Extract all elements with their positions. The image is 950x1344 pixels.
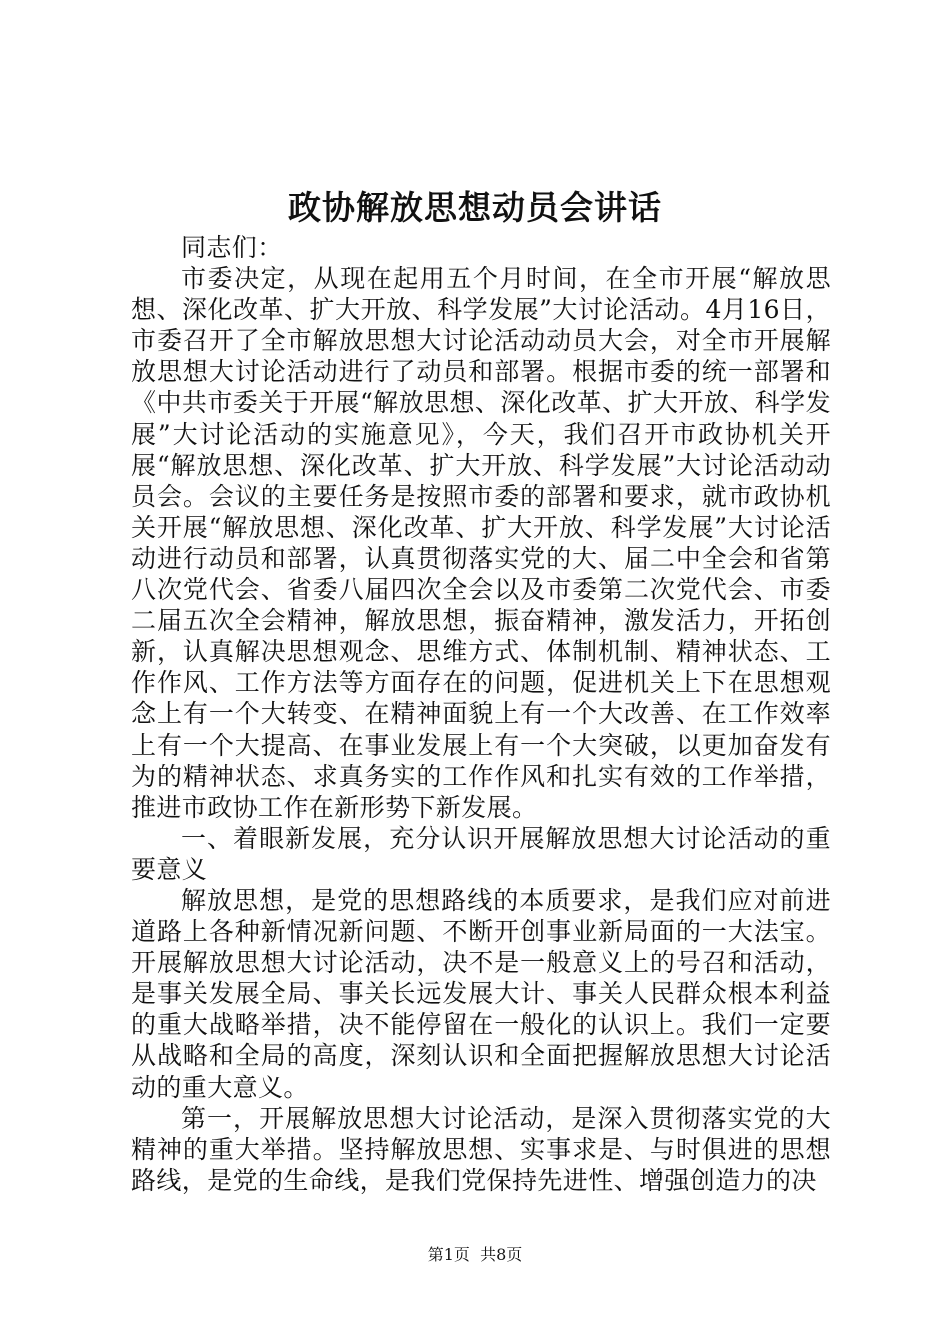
footer-separator bbox=[470, 1245, 480, 1264]
section-heading: 一、着眼新发展，充分认识开展解放思想大讨论活动的重要意义 bbox=[131, 823, 831, 884]
body-paragraph: 第一，开展解放思想大讨论活动，是深入贯彻落实党的大精神的重大举措。坚持解放思想、实事求是、与时俱进的思想路线，是党的生命线，是我们党保持先进性、增强创造力的决 bbox=[131, 1103, 831, 1195]
body-paragraph: 市委决定，从现在起用五个月时间，在全市开展“解放思想、深化改革、扩大开放、科学发展”大讨论活动。4月16日，市委召开了全市解放思想大讨论活动动员大会，对全市开展解放思想大讨论活动进行了动员和部署。根据市委的统一部署和《中共市委关于开展“解放思想、深化改革、扩大开放、科学发展”大讨论活动的实施意见》，今天，我们召开市政协机关开展“解放思想、深化改革、扩大开放、科学发展”大讨论活动动员会。会议的主要任务是按照市委的部署和要求，就市政协机关开展“解放思想、深化改革、扩大开放、科学发展”大讨论活动进行动员和部署，认真贯彻落实党的大、届二中全会和省第八次党代会、省委八届四次全会以及市委第二次党代会、市委二届五次全会精神，解放思想，振奋精神，激发活力，开拓创新，认真解决思想观念、思维方式、体制机制、精神状态、工作作风、工作方法等方面存在的问题，促进机关上下在思想观念上有一个大转变、在精神面貌上有一个大改善、在工作效率上有一个大提高、在事业发展上有一个大突破，以更加奋发有为的精神状态、求真务实的工作作风和扎实有效的工作举措，推进市政协工作在新形势下新发展。 bbox=[131, 264, 831, 822]
page-total: 共8页 bbox=[480, 1245, 523, 1264]
document-body bbox=[131, 232, 831, 1196]
document-title: 政协解放思想动员会讲话 bbox=[288, 188, 662, 227]
salutation-paragraph: 同志们： bbox=[181, 233, 283, 262]
body-paragraph: 解放思想，是党的思想路线的本质要求，是我们应对前进道路上各种新情况新问题、不断开创事业新局面的一大法宝。开展解放思想大讨论活动，决不是一般意义上的号召和活动，是事关发展全局、事关长远发展大计、事关人民群众根本利益的重大战略举措，决不能停留在一般化的认识上。我们一定要从战略和全局的高度，深刻认识和全面把握解放思想大讨论活动的重大意义。 bbox=[131, 885, 831, 1102]
page-number: 第1页 bbox=[427, 1245, 470, 1264]
page-footer bbox=[0, 1244, 950, 1266]
